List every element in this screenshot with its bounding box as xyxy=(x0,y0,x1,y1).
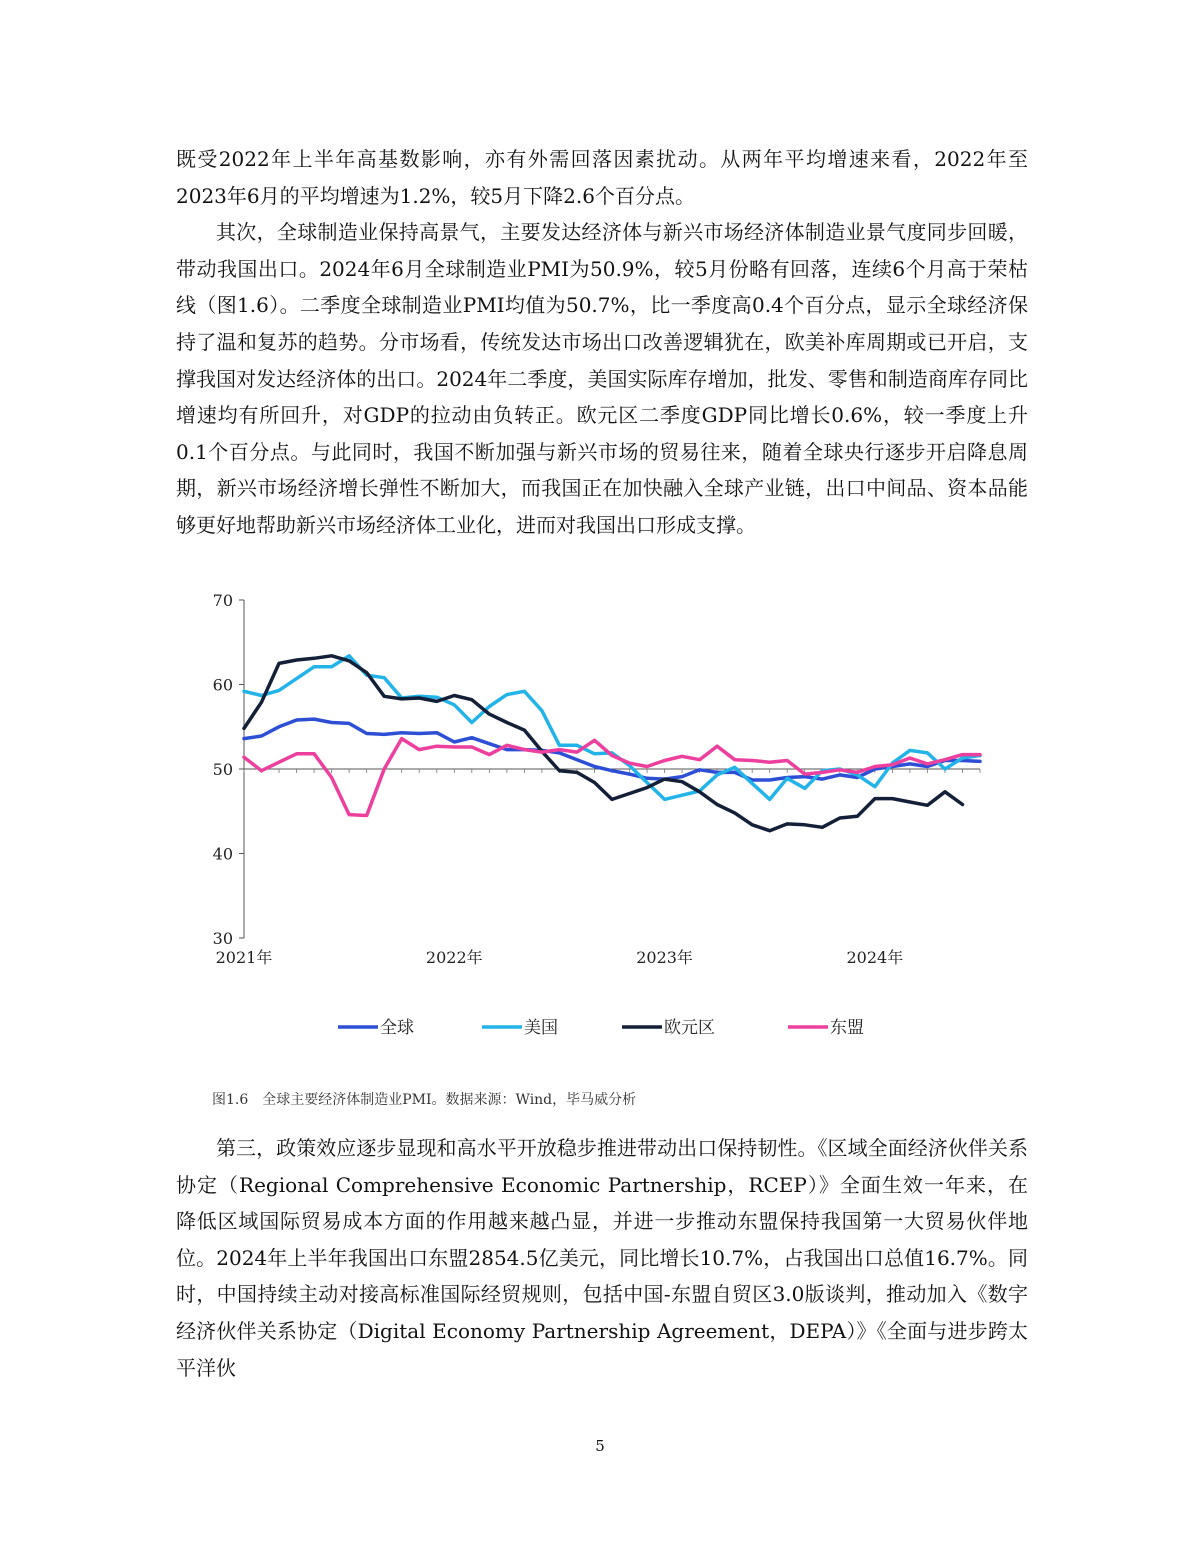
body-text-bottom xyxy=(176,1130,1028,1386)
y-tick-label: 40 xyxy=(212,844,233,864)
x-tick-label: 2022年 xyxy=(425,948,483,967)
x-tick-label: 2023年 xyxy=(636,948,693,967)
legend-label: 全球 xyxy=(380,1018,414,1038)
paragraph-2: 其次，全球制造业保持高景气，主要发达经济体与新兴市场经济体制造业景气度同步回暖，带动我国出口。2024年6月全球制造业PMI为50.9%，较5月份略有回落，连续6个月高于荣枯线（图1.6）。二季度全球制造业PMI均值为50.7%，比一季度高0.4个百分点，显示全球经济保持了温和复苏的趋势。分市场看，传统发达市场出口改善逻辑犹在，欧美补库周期或已开启，支撑我国对发达经济体的出口。2024年二季度，美国实际库存增加，批发、零售和制造商库存同比增速均有所回升，对GDP的拉动由负转正。欧元区二季度GDP同比增长0.6%，较一季度上升0.1个百分点。与此同时，我国不断加强与新兴市场的贸易往来，随着全球央行逐步开启降息周期，新兴市场经济增长弹性不断加大，而我国正在加快融入全球产业链，出口中间品、资本品能够更好地帮助新兴市场经济体工业化，进而对我国出口形成支撑。 xyxy=(176,220,1028,537)
y-tick-label: 30 xyxy=(212,929,233,948)
x-tick-label: 2021年 xyxy=(215,948,273,967)
y-tick-label: 50 xyxy=(212,760,233,779)
body-text-top xyxy=(176,141,1028,544)
series-line-1 xyxy=(244,719,980,780)
legend-label: 美国 xyxy=(524,1018,558,1038)
legend-label: 欧元区 xyxy=(664,1018,715,1038)
x-tick-label: 2024年 xyxy=(846,948,904,967)
paragraph-3: 第三，政策效应逐步显现和高水平开放稳步推进带动出口保持韧性。《区域全面经济伙伴关系协定（Regional Comprehensive Economic Partnership，RCEP）》全面生效一年来，在降低区域国际贸易成本方面的作用越来越凸显，并进一步推动东盟保持我国第一大贸易伙伴地位。2024年上半年我国出口东盟2854.5亿美元，同比增长10.7%，占我国出口总值16.7%。同时，中国持续主动对接高标准国际经贸规则，包括中国-东盟自贸区3.0版谈判，推动加入《数字经济伙伴关系协定（Digital Economy Partnership Agreement，DEPA）》《全面与进步跨太平洋伙 xyxy=(176,1136,1028,1380)
y-tick-label: 60 xyxy=(212,675,233,695)
figure-caption: 图1.6 全球主要经济体制造业PMI。数据来源：Wind，毕马威分析 xyxy=(212,1092,637,1108)
y-tick-label: 70 xyxy=(212,591,233,610)
legend-label: 东盟 xyxy=(830,1018,864,1038)
paragraph-1: 既受2022年上半年高基数影响，亦有外需回落因素扰动。从两年平均增速来看，2022年至2023年6月的平均增速为1.2%，较5月下降2.6个百分点。 xyxy=(176,147,1028,208)
series-line-3 xyxy=(244,656,963,831)
page-number: 5 xyxy=(595,1437,605,1455)
pmi-line-chart xyxy=(190,588,1020,1053)
